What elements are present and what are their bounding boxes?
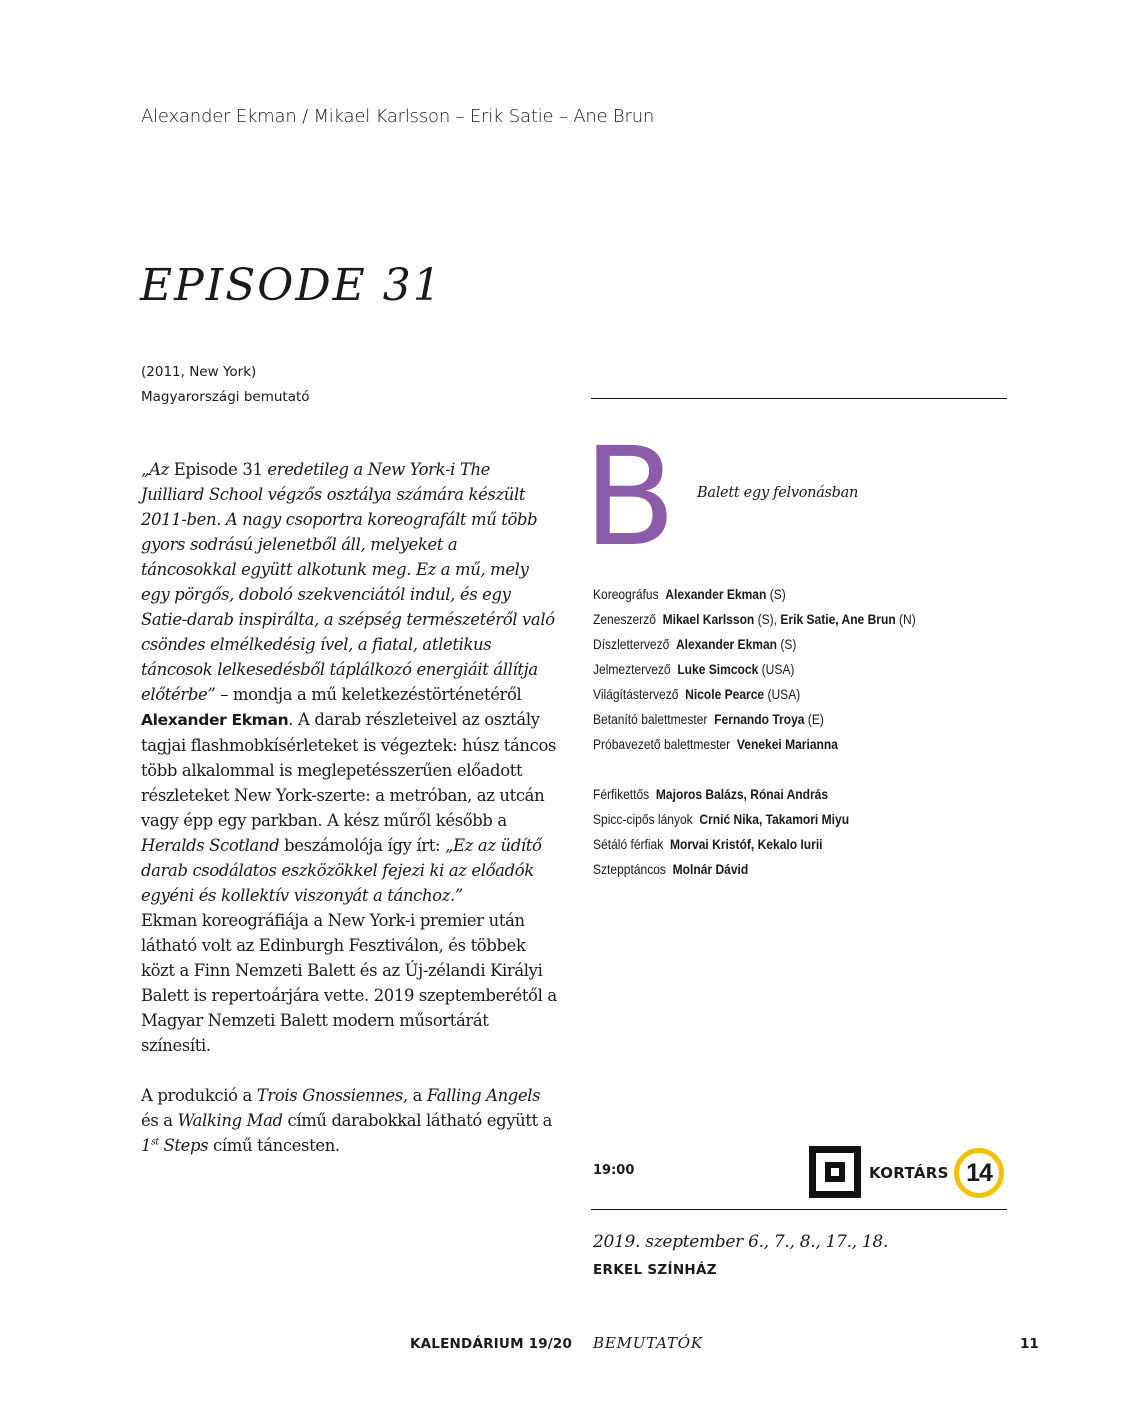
paragraph-3 bbox=[141, 1083, 557, 1158]
crew-row bbox=[593, 707, 971, 732]
year-place: (2011, New York) bbox=[141, 364, 257, 380]
evening-number: 1 bbox=[141, 1136, 152, 1155]
cast-list bbox=[593, 782, 1033, 882]
choreographer-name: Alexander Ekman bbox=[141, 711, 289, 729]
evening-superscript: st bbox=[151, 1137, 159, 1148]
crew-name: Nicole Pearce bbox=[685, 686, 765, 702]
evening-word: Steps bbox=[158, 1136, 209, 1155]
square-frame-inner bbox=[825, 1162, 845, 1182]
crew-role: Koreográfus bbox=[593, 586, 659, 602]
genre-letter: B bbox=[583, 419, 677, 577]
text-span: beszámolója így írt: bbox=[279, 836, 446, 855]
crew-role: Világítástervező bbox=[593, 686, 679, 702]
top-divider bbox=[591, 398, 1007, 399]
cast-name: Morvai Kristóf, Kekalo Iurii bbox=[669, 836, 823, 852]
crew-name: Venekei Marianna bbox=[736, 736, 838, 752]
creators-line: Alexander Ekman / Mikael Karlsson – Erik Satie – Ane Brun bbox=[141, 106, 655, 127]
crew-name: Erik Satie, Ane Brun bbox=[780, 611, 896, 627]
production-meta bbox=[141, 360, 310, 410]
category-label: KORTÁRS bbox=[869, 1164, 949, 1182]
cast-role: Spicc-cipős lányok bbox=[593, 811, 693, 827]
work-title: Episode 31 bbox=[168, 460, 268, 479]
text-span: című darabokkal látható együtt a bbox=[282, 1111, 553, 1130]
genre-subtitle: Balett egy felvonásban bbox=[697, 485, 859, 501]
crew-name: Luke Simcock bbox=[677, 661, 759, 677]
cast-row bbox=[593, 782, 971, 807]
crew-row bbox=[593, 632, 971, 657]
cast-name: Majoros Balázs, Rónai András bbox=[655, 786, 829, 802]
paragraph-1 bbox=[141, 457, 557, 908]
crew-role: Próbavezető balettmester bbox=[593, 736, 731, 752]
cast-role: Sétáló férfiak bbox=[593, 836, 664, 852]
crew-name: Fernando Troya bbox=[714, 711, 805, 727]
venue: ERKEL SZÍNHÁZ bbox=[593, 1262, 717, 1278]
footer-publication: KALENDÁRIUM 19/20 bbox=[410, 1336, 573, 1352]
cast-name: Molnár Dávid bbox=[672, 861, 749, 877]
work-title: Trois Gnossiennes bbox=[256, 1086, 403, 1105]
cast-role: Férfikettős bbox=[593, 786, 650, 802]
crew-role: Betanító balettmester bbox=[593, 711, 708, 727]
crew-role: Díszlettervező bbox=[593, 636, 670, 652]
cast-row bbox=[593, 832, 971, 857]
crew-name: Alexander Ekman bbox=[665, 586, 767, 602]
cast-row bbox=[593, 857, 971, 882]
text-span: A produkció a bbox=[141, 1086, 257, 1105]
crew-country: (S) bbox=[777, 636, 797, 652]
performance-time: 19:00 bbox=[593, 1163, 635, 1178]
performance-dates: 2019. szeptember 6., 7., 8., 17., 18. bbox=[593, 1232, 889, 1252]
premiere-note: Magyarországi bemutató bbox=[141, 389, 310, 405]
page-title: EPISODE 31 bbox=[140, 260, 443, 311]
crew-country: (E) bbox=[804, 711, 824, 727]
crew-country: (S) bbox=[766, 586, 786, 602]
crew-row bbox=[593, 657, 971, 682]
cast-role: Sztepptáncos bbox=[593, 861, 666, 877]
crew-name: Mikael Karlsson bbox=[662, 611, 755, 627]
paragraph-2: Ekman koreográfiája a New York-i premier után látható volt az Edinburgh Fesztiválon, és többek közt a Finn Nemzeti Balett és az Új-zélandi Királyi Balett is repertoárjára vette. 2019 szeptemberétől a Magyar Nemzeti Balett modern műsortárát színesíti. bbox=[141, 911, 557, 1055]
page-number: 11 bbox=[1020, 1336, 1039, 1352]
text-span: című táncesten. bbox=[208, 1136, 340, 1155]
newspaper-title: Heralds Scotland bbox=[141, 836, 280, 855]
evening-title bbox=[141, 1136, 208, 1155]
crew-name: Alexander Ekman bbox=[675, 636, 778, 652]
square-frame-icon bbox=[809, 1146, 861, 1198]
age-rating-circle-icon: 14 bbox=[954, 1148, 1004, 1198]
crew-country: (USA) bbox=[764, 686, 801, 702]
quote-text: eredetileg a New York-i The Juilliard School végzős osztálya számára készült 2011-ben. A nagy csoportra koreografált mű több gyors sodrású jelenetből áll, melyeket a táncosokkal együtt alkotunk meg. Ez a mű, mely egy pörgős, doboló szekvenciától indul, és egy Satie-darab inspirálta, a szépség természetéről való csöndes elmélkedésig ível, a fiatal, atletikus táncosok lelkesedésből táplálkozó energiáit állítja előtérbe” bbox=[141, 460, 555, 704]
crew-row bbox=[593, 682, 971, 707]
cast-name: Crnić Nika, Takamori Miyu bbox=[699, 811, 850, 827]
text-span: – mondja a mű keletkezéstörténetéről bbox=[215, 685, 522, 704]
crew-role: Jelmeztervező bbox=[593, 661, 671, 677]
bottom-divider bbox=[591, 1209, 1007, 1210]
review-quote: „Ez az üdítő darab csodálatos eszközökkel fejezi ki az előadók egyéni és kollektív viszonyát a tánchoz.” bbox=[141, 836, 542, 905]
crew-country: (N) bbox=[895, 611, 916, 627]
footer-section: BEMUTATÓK bbox=[593, 1334, 703, 1352]
article-body bbox=[141, 457, 557, 1158]
crew-country: (USA) bbox=[758, 661, 795, 677]
work-title: Walking Mad bbox=[177, 1111, 283, 1130]
work-title: Falling Angels bbox=[426, 1086, 541, 1105]
crew-country: (S), bbox=[754, 611, 781, 627]
cast-row bbox=[593, 807, 971, 832]
text-span: . A darab részleteivel az osztály tagjai flashmobkísérleteket is végeztek: húsz táncos több alkalommal is meglepetésszerűen előadott részleteket New York-szerte: a metróban, az utcán vagy épp egy parkban. A kész műről később a bbox=[141, 710, 557, 830]
crew-row bbox=[593, 732, 971, 757]
crew-row bbox=[593, 607, 971, 632]
text-span: és a bbox=[141, 1111, 178, 1130]
text-span: , a bbox=[402, 1086, 427, 1105]
crew-row bbox=[593, 582, 971, 607]
crew-role: Zeneszerző bbox=[593, 611, 656, 627]
quote-open: „Az bbox=[141, 460, 169, 479]
crew-list bbox=[593, 582, 1033, 757]
